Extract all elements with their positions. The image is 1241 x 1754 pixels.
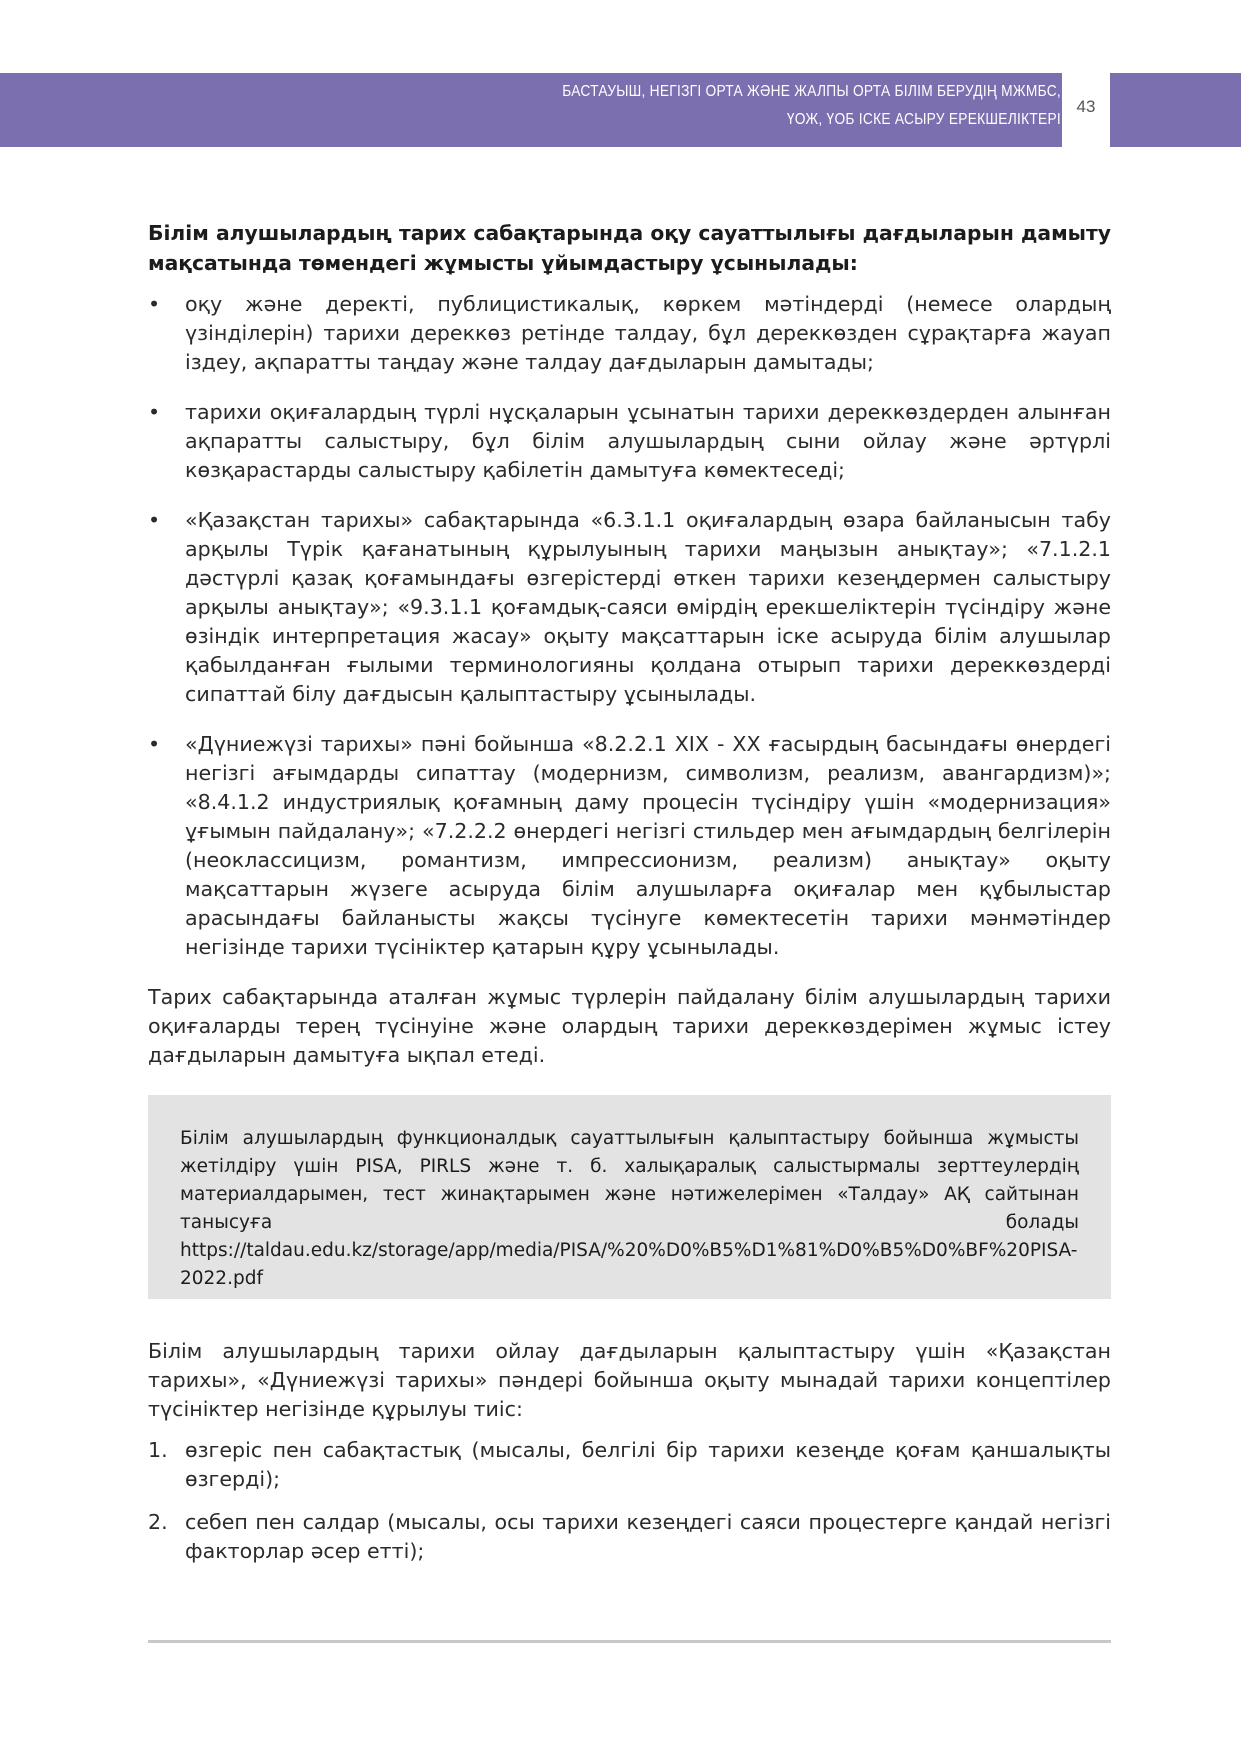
running-header	[459, 78, 1061, 134]
section-heading: Білім алушылардың тарих сабақтарында оқу сауаттылығы дағдыларын дамыту мақсатында төмендегі жұмысты ұйымдастыру ұсынылады:	[148, 221, 1111, 275]
list-item	[148, 290, 1111, 377]
running-header-line-1: БАСТАУЫШ, НЕГІЗГІ ОРТА ЖӘНЕ ЖАЛПЫ ОРТА БІЛІМ БЕРУДІҢ МЖМБС,	[562, 83, 1061, 100]
list-text: себеп пен салдар (мысалы, осы тарихи кезеңдегі саяси процестерге қандай негізгі факторлар әсер етті);	[185, 1510, 1111, 1563]
list-item	[148, 730, 1111, 962]
bullet-mark: •	[148, 292, 161, 316]
bullet-text: «Дүниежүзі тарихы» пәні бойынша «8.2.2.1 XIX - XX ғасырдың басындағы өнердегі негізгі ағымдарды сипаттау (модернизм, символизм, реализм, авангардизм)»; «8.4.1.2 индустриялық қоғамның даму процесін түсіндіру үшін «модернизация» ұғымын пайдалану»; «7.2.2.2 өнердегі негізгі стильдер мен ағымдардың белгілерін (неоклассицизм, романтизм, импрессионизм, реализм) анықтау» оқыту мақсаттарын жүзеге асыруда білім алушыларға оқиғалар мен құбылыстар арасындағы байланысты жақсы түсінуге көмектесетін тарихи мәнмәтіндер негізінде тарихи түсініктер қатарын құру ұсынылады.	[185, 732, 1111, 959]
list-item	[148, 398, 1111, 485]
bullet-text: оқу және деректі, публицистикалық, көркем мәтіндерді (немесе олардың үзінділерін) тарихи дереккөз ретінде талдау, бұл дереккөзден сұрақтарға жауап іздеу, ақпаратты таңдау және талдау дағдыларын дамытады;	[185, 292, 1111, 374]
list-number: 2.	[148, 1510, 168, 1534]
list-text: өзгеріс пен сабақтастық (мысалы, белгілі бір тарихи кезеңде қоғам қаншалықты өзгерді);	[185, 1438, 1111, 1491]
list-item	[148, 506, 1111, 709]
page-number-box	[1062, 73, 1110, 147]
page-content	[148, 218, 1111, 1580]
bullet-mark: •	[148, 400, 161, 424]
numbered-list	[148, 1436, 1111, 1566]
list-number: 1.	[148, 1438, 168, 1462]
running-header-line-2: ҮОЖ, ҮОБ ІСКЕ АСЫРУ ЕРЕКШЕЛІКТЕРІ	[786, 111, 1061, 128]
footer-rule	[148, 1640, 1111, 1643]
list-item	[148, 1436, 1111, 1494]
bullet-mark: •	[148, 732, 161, 756]
note-text: Білім алушылардың функционалдық сауаттылығын қалыптастыру бойынша жұмысты жетілдіру үшін PISA, PIRLS және т. б. халықаралық салыстырмалы зерттеулердің материалдарымен, тест жинақтарымен және нәтижелерімен «Талдау» АҚ сайтынан танысуға болады https://taldau.edu.kz/storage/app/media/PISA/%20%D0%B5%D1%81%D0%B5%D0%BF%20PISA-2022.pdf	[180, 1128, 1079, 1289]
body-paragraph: Білім алушылардың тарихи ойлау дағдыларын қалыптастыру үшін «Қазақстан тарихы», «Дүниежүзі тарихы» пәндері бойынша оқыту мынадай тарихи концептілер түсініктер негізінде құрылуы тиіс:	[148, 1339, 1111, 1421]
page-number: 43	[1076, 97, 1096, 116]
list-item	[148, 1508, 1111, 1566]
note-box	[148, 1095, 1111, 1299]
bullet-text: тарихи оқиғалардың түрлі нұсқаларын ұсынатын тарихи дереккөздерден алынған ақпаратты салыстыру, бұл білім алушылардың сыни ойлау және әртүрлі көзқарастарды салыстыру қабілетін дамытуға көмектеседі;	[185, 400, 1111, 482]
bullet-mark: •	[148, 508, 161, 532]
bullet-list	[148, 290, 1111, 962]
bullet-text: «Қазақстан тарихы» сабақтарында «6.3.1.1 оқиғалардың өзара байланысын табу арқылы Түрік қағанатының құрылуының тарихи маңызын анықтау»; «7.1.2.1 дәстүрлі қазақ қоғамындағы өзгерістерді өткен тарихи кезеңдермен салыстыру арқылы анықтау»; «9.3.1.1 қоғамдық-саяси өмірдің ерекшеліктерін түсіндіру және өзіндік интерпретация жасау» оқыту мақсаттарын іске асыруда білім алушылар қабылданған ғылыми терминологияны қолдана отырып тарихи дереккөздерді сипаттай білу дағдысын қалыптастыру ұсынылады.	[185, 508, 1111, 706]
body-paragraph: Тарих сабақтарында аталған жұмыс түрлерін пайдалану білім алушылардың тарихи оқиғаларды терең түсінуіне және олардың тарихи дереккөздерімен жұмыс істеу дағдыларын дамытуға ықпал етеді.	[148, 985, 1111, 1067]
